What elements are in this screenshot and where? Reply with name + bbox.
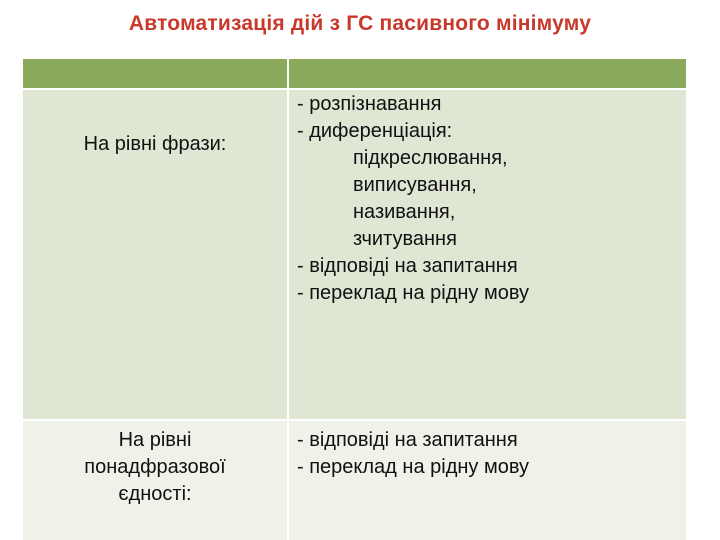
row-label [23, 427, 287, 508]
list-item: зчитування [353, 228, 457, 250]
row-divider [23, 419, 686, 421]
table-header-cell [289, 59, 686, 89]
list-item: виписування, [353, 174, 477, 196]
item-list [297, 427, 529, 481]
column-divider [287, 59, 289, 506]
row-label-line: єдності: [118, 483, 192, 505]
table-cell-label [23, 420, 287, 540]
slide-title: Автоматизація дій з ГС пасивного мінімуму [128, 12, 592, 35]
list-item: - відповіді на запитання [297, 429, 518, 451]
content-table [23, 59, 686, 506]
row-label-line: понадфразової [84, 456, 226, 478]
list-item: - диференціація: [297, 120, 453, 142]
item-list [297, 91, 529, 307]
list-item: називання, [353, 201, 456, 223]
table-row [23, 420, 686, 540]
table-cell-label [23, 89, 287, 420]
list-item: - розпізнавання [297, 93, 442, 115]
list-item: - переклад на рідну мову [297, 456, 530, 478]
list-item: підкреслювання, [353, 147, 508, 169]
list-item: - переклад на рідну мову [297, 282, 530, 304]
row-label: На рівні фрази: [83, 133, 227, 155]
row-label-line: На рівні [118, 429, 192, 451]
list-item: - відповіді на запитання [297, 255, 518, 277]
table-header-row [23, 59, 686, 89]
table-header-cell [23, 59, 287, 89]
table-row [23, 89, 686, 420]
row-divider [23, 88, 686, 90]
